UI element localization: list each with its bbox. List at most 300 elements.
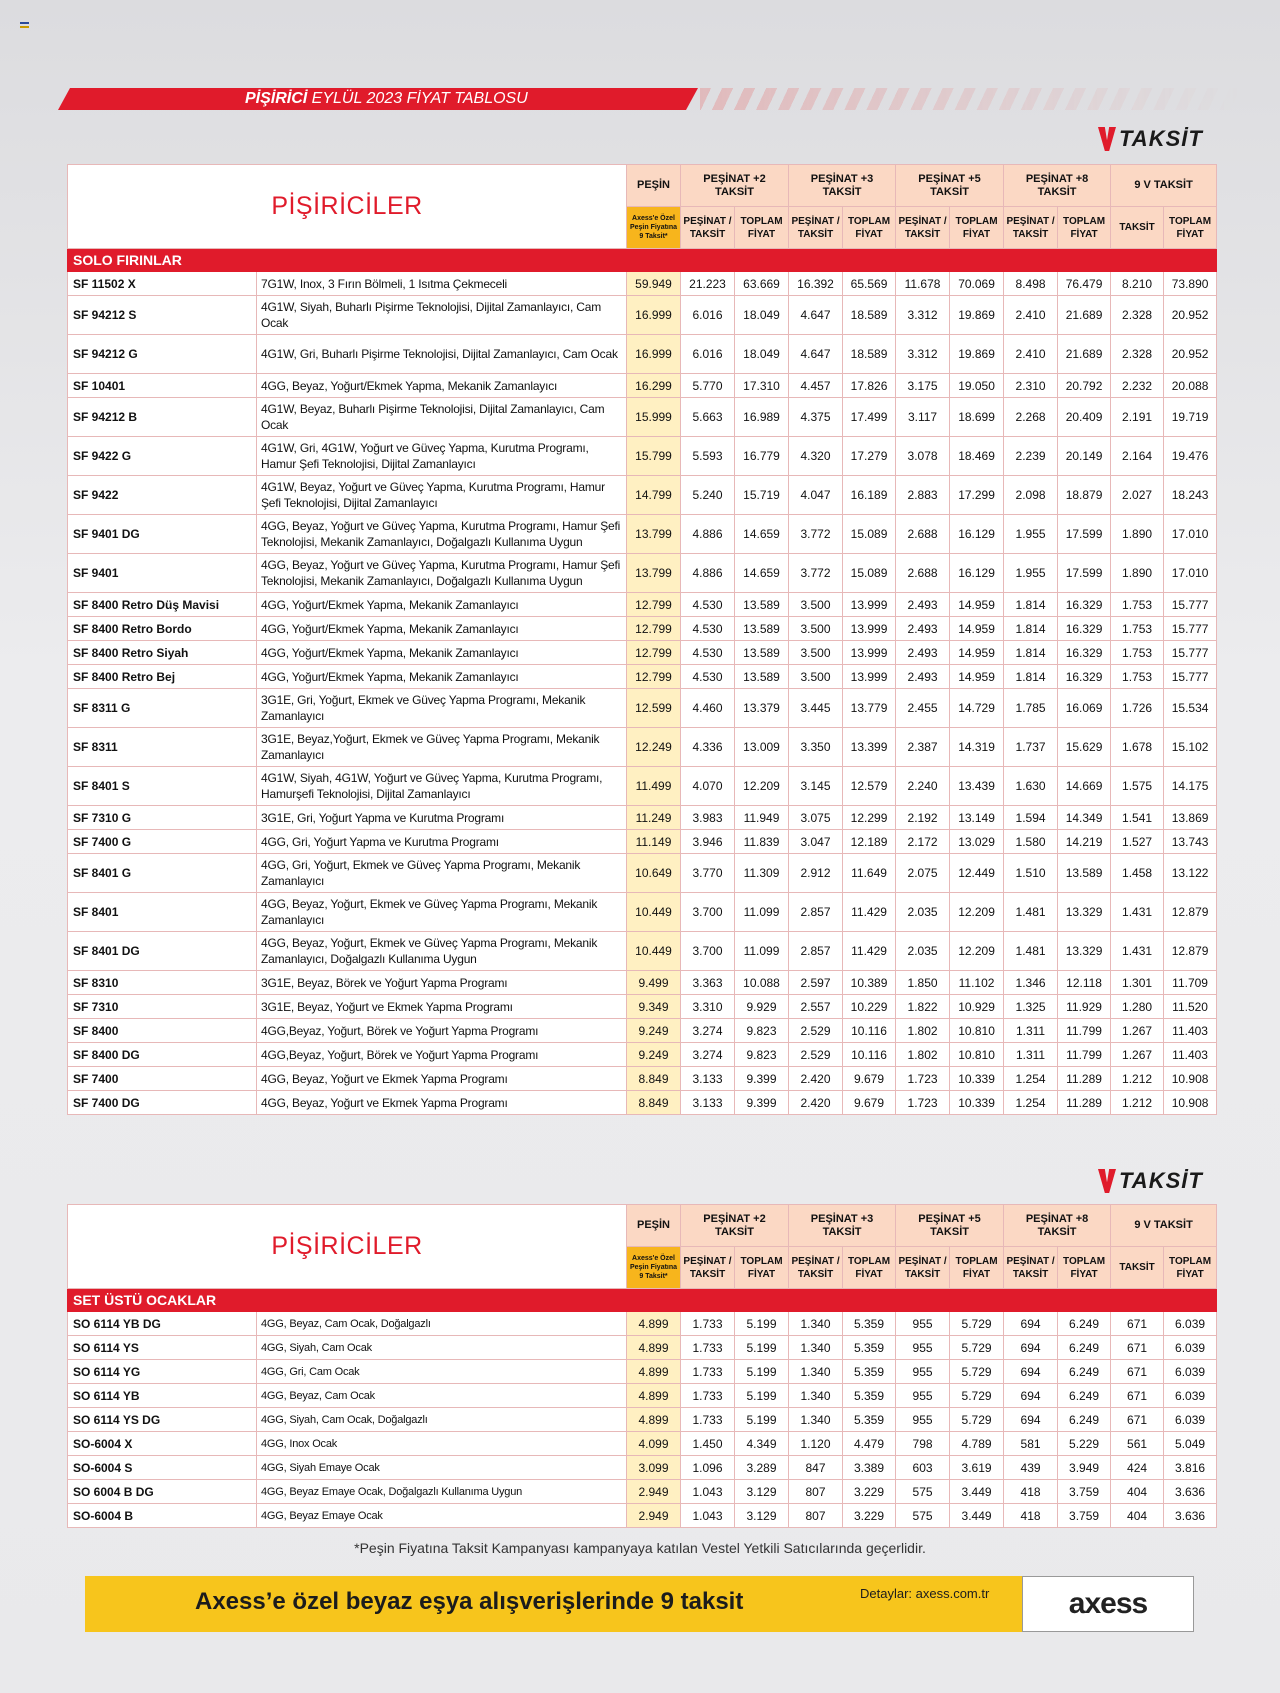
- price-value: 11.520: [1164, 995, 1217, 1019]
- price-value: 3.389: [843, 1456, 896, 1480]
- price-value: 2.455: [896, 689, 950, 728]
- price-value: 5.729: [950, 1312, 1004, 1336]
- price-value: 10.389: [843, 971, 896, 995]
- price-value: 9.399: [735, 1067, 789, 1091]
- price-pesin: 11.499: [627, 767, 681, 806]
- header-pesin: PEŞİN: [627, 165, 681, 207]
- product-description: 4GG, Beyaz, Cam Ocak: [257, 1384, 627, 1408]
- header-pesinat-taksit: PEŞİNAT / TAKSİT: [681, 207, 735, 249]
- price-value: 18.469: [950, 437, 1004, 476]
- price-value: 2.240: [896, 767, 950, 806]
- price-value: 12.299: [843, 806, 896, 830]
- price-value: 1.575: [1111, 767, 1164, 806]
- model-name: SF 9422 G: [68, 437, 257, 476]
- table-row: [68, 617, 1217, 641]
- price-value: 1.723: [896, 1091, 950, 1115]
- price-value: 1.267: [1111, 1043, 1164, 1067]
- price-value: 13.329: [1058, 932, 1111, 971]
- header-group: PEŞİNAT +2 TAKSİT: [681, 1205, 789, 1247]
- price-value: 5.199: [735, 1360, 789, 1384]
- header-toplam-fiyat: TOPLAM FİYAT: [950, 1247, 1004, 1289]
- set-ustu-ocaklar-table: [67, 1204, 1217, 1528]
- price-value: 2.493: [896, 593, 950, 617]
- price-value: 424: [1111, 1456, 1164, 1480]
- price-value: 3.075: [789, 806, 843, 830]
- table-row: [68, 1456, 1217, 1480]
- header-pesinat-taksit: PEŞİNAT / TAKSİT: [896, 207, 950, 249]
- price-value: 561: [1111, 1432, 1164, 1456]
- price-value: 76.479: [1058, 272, 1111, 296]
- v-logo-icon: [1098, 127, 1116, 151]
- price-value: 3.117: [896, 398, 950, 437]
- price-value: 19.869: [950, 296, 1004, 335]
- price-value: 2.410: [1004, 296, 1058, 335]
- header-toplam-fiyat: TOPLAM FİYAT: [950, 207, 1004, 249]
- model-name: SO-6004 S: [68, 1456, 257, 1480]
- price-pesin: 12.799: [627, 593, 681, 617]
- price-value: 10.088: [735, 971, 789, 995]
- price-value: 694: [1004, 1384, 1058, 1408]
- price-value: 13.589: [735, 641, 789, 665]
- price-value: 5.729: [950, 1384, 1004, 1408]
- price-value: 10.339: [950, 1091, 1004, 1115]
- price-value: 12.879: [1164, 932, 1217, 971]
- price-value: 575: [896, 1504, 950, 1528]
- price-value: 5.729: [950, 1408, 1004, 1432]
- price-pesin: 4.899: [627, 1408, 681, 1432]
- price-value: 418: [1004, 1504, 1058, 1528]
- model-name: SF 8400 Retro Bordo: [68, 617, 257, 641]
- price-value: 6.039: [1164, 1384, 1217, 1408]
- price-value: 1.822: [896, 995, 950, 1019]
- table-row: [68, 1360, 1217, 1384]
- price-value: 65.569: [843, 272, 896, 296]
- product-description: 4GG, Siyah Emaye Ocak: [257, 1456, 627, 1480]
- price-value: 73.890: [1164, 272, 1217, 296]
- price-pesin: 10.649: [627, 854, 681, 893]
- price-value: 2.310: [1004, 374, 1058, 398]
- product-description: 4GG,Beyaz, Yoğurt, Börek ve Yoğurt Yapma Programı: [257, 1019, 627, 1043]
- price-pesin: 16.299: [627, 374, 681, 398]
- price-value: 16.329: [1058, 641, 1111, 665]
- price-value: 4.479: [843, 1432, 896, 1456]
- price-value: 404: [1111, 1504, 1164, 1528]
- price-value: 14.959: [950, 665, 1004, 689]
- price-value: 694: [1004, 1360, 1058, 1384]
- table-row: [68, 515, 1217, 554]
- price-value: 5.359: [843, 1408, 896, 1432]
- price-value: 11.289: [1058, 1067, 1111, 1091]
- model-name: SF 8400 DG: [68, 1043, 257, 1067]
- price-pesin: 2.949: [627, 1480, 681, 1504]
- price-value: 18.049: [735, 335, 789, 374]
- price-pesin: 15.999: [627, 398, 681, 437]
- product-description: 4G1W, Beyaz, Yoğurt ve Güveç Yapma, Kurutma Programı, Hamur Şefi Teknolojisi, Dijital Zamanlayıcı: [257, 476, 627, 515]
- section-header-row: [68, 249, 1217, 272]
- price-value: 6.249: [1058, 1312, 1111, 1336]
- price-value: 1.120: [789, 1432, 843, 1456]
- price-value: 5.359: [843, 1312, 896, 1336]
- price-value: 14.669: [1058, 767, 1111, 806]
- price-value: 4.047: [789, 476, 843, 515]
- table-row: [68, 1019, 1217, 1043]
- price-value: 10.908: [1164, 1091, 1217, 1115]
- price-value: 1.580: [1004, 830, 1058, 854]
- price-value: 2.912: [789, 854, 843, 893]
- price-value: 1.311: [1004, 1043, 1058, 1067]
- header-group: PEŞİNAT +5 TAKSİT: [896, 1205, 1004, 1247]
- price-value: 10.116: [843, 1043, 896, 1067]
- axess-logo-box: [1022, 1576, 1194, 1632]
- price-value: 17.279: [843, 437, 896, 476]
- price-value: 9.679: [843, 1091, 896, 1115]
- header-group: PEŞİNAT +2 TAKSİT: [681, 165, 789, 207]
- product-description: 4GG, Siyah, Cam Ocak: [257, 1336, 627, 1360]
- product-description: 4GG, Yoğurt/Ekmek Yapma, Mekanik Zamanlayıcı: [257, 617, 627, 641]
- axess-logo: axess: [1068, 1587, 1148, 1620]
- model-name: SF 8401 G: [68, 854, 257, 893]
- product-description: 4G1W, Siyah, Buharlı Pişirme Teknolojisi, Dijital Zamanlayıcı, Cam Ocak: [257, 296, 627, 335]
- price-value: 11.429: [843, 893, 896, 932]
- price-value: 19.719: [1164, 398, 1217, 437]
- price-value: 3.229: [843, 1480, 896, 1504]
- price-value: 11.839: [735, 830, 789, 854]
- price-value: 4.647: [789, 296, 843, 335]
- price-pesin: 10.449: [627, 893, 681, 932]
- price-value: 1.541: [1111, 806, 1164, 830]
- price-value: 10.908: [1164, 1067, 1217, 1091]
- price-value: 15.102: [1164, 728, 1217, 767]
- price-value: 12.579: [843, 767, 896, 806]
- price-value: 5.729: [950, 1336, 1004, 1360]
- price-value: 19.869: [950, 335, 1004, 374]
- axess-detail-link[interactable]: Detaylar: axess.com.tr: [860, 1586, 990, 1601]
- price-value: 3.500: [789, 641, 843, 665]
- price-value: 6.039: [1164, 1312, 1217, 1336]
- price-value: 13.589: [735, 665, 789, 689]
- price-value: 3.274: [681, 1043, 735, 1067]
- table-row: [68, 296, 1217, 335]
- price-value: 5.359: [843, 1336, 896, 1360]
- price-value: 1.955: [1004, 554, 1058, 593]
- price-value: 3.636: [1164, 1480, 1217, 1504]
- product-description: 4GG, Yoğurt/Ekmek Yapma, Mekanik Zamanlayıcı: [257, 665, 627, 689]
- price-value: 1.431: [1111, 893, 1164, 932]
- price-value: 955: [896, 1360, 950, 1384]
- price-value: 6.249: [1058, 1384, 1111, 1408]
- price-value: 1.254: [1004, 1091, 1058, 1115]
- price-value: 9.929: [735, 995, 789, 1019]
- model-name: SF 11502 X: [68, 272, 257, 296]
- table-row: [68, 893, 1217, 932]
- price-value: 1.311: [1004, 1019, 1058, 1043]
- table-row: [68, 272, 1217, 296]
- price-value: 15.777: [1164, 641, 1217, 665]
- product-description: 3G1E, Beyaz,Yoğurt, Ekmek ve Güveç Yapma Programı, Mekanik Zamanlayıcı: [257, 728, 627, 767]
- product-description: 4GG, Beyaz, Cam Ocak, Doğalgazlı: [257, 1312, 627, 1336]
- price-pesin: 9.249: [627, 1043, 681, 1067]
- price-value: 18.049: [735, 296, 789, 335]
- price-value: 671: [1111, 1312, 1164, 1336]
- price-value: 3.129: [735, 1480, 789, 1504]
- price-value: 13.999: [843, 593, 896, 617]
- product-description: 4GG, Beyaz Emaye Ocak, Doğalgazlı Kullanıma Uygun: [257, 1480, 627, 1504]
- price-value: 3.445: [789, 689, 843, 728]
- price-value: 671: [1111, 1408, 1164, 1432]
- price-value: 1.301: [1111, 971, 1164, 995]
- header-pesin-note: Axess'e Özel Peşin Fiyatına 9 Taksit*: [627, 1247, 681, 1289]
- price-value: 13.869: [1164, 806, 1217, 830]
- price-pesin: 3.099: [627, 1456, 681, 1480]
- table-row: [68, 854, 1217, 893]
- price-pesin: 12.599: [627, 689, 681, 728]
- price-value: 1.726: [1111, 689, 1164, 728]
- header-pesin-note: Axess'e Özel Peşin Fiyatına 9 Taksit*: [627, 207, 681, 249]
- price-value: 18.589: [843, 296, 896, 335]
- price-value: 12.209: [735, 767, 789, 806]
- product-description: 4GG, Beyaz, Yoğurt ve Ekmek Yapma Programı: [257, 1091, 627, 1115]
- price-value: 11.678: [896, 272, 950, 296]
- table-row: [68, 554, 1217, 593]
- banner-title: [245, 88, 528, 110]
- price-value: 10.339: [950, 1067, 1004, 1091]
- header-pesinat-taksit: PEŞİNAT / TAKSİT: [789, 1247, 843, 1289]
- price-value: 11.309: [735, 854, 789, 893]
- price-value: 21.689: [1058, 335, 1111, 374]
- product-description: 4GG, Beyaz, Yoğurt, Ekmek ve Güveç Yapma Programı, Mekanik Zamanlayıcı, Doğalgazlı Kullanıma Uygun: [257, 932, 627, 971]
- price-value: 11.799: [1058, 1019, 1111, 1043]
- price-value: 16.779: [735, 437, 789, 476]
- model-name: SF 8401 DG: [68, 932, 257, 971]
- product-description: 4G1W, Beyaz, Buharlı Pişirme Teknolojisi, Dijital Zamanlayıcı, Cam Ocak: [257, 398, 627, 437]
- v-taksit-logo-1: [1098, 126, 1203, 152]
- price-value: 12.879: [1164, 893, 1217, 932]
- product-description: 4GG, Yoğurt/Ekmek Yapma, Mekanik Zamanlayıcı: [257, 593, 627, 617]
- price-value: 8.210: [1111, 272, 1164, 296]
- price-value: 3.449: [950, 1480, 1004, 1504]
- price-value: 1.802: [896, 1043, 950, 1067]
- banner-title-rest: EYLÜL 2023 FİYAT TABLOSU: [307, 90, 528, 107]
- price-value: 13.399: [843, 728, 896, 767]
- price-value: 11.649: [843, 854, 896, 893]
- price-value: 17.826: [843, 374, 896, 398]
- price-value: 14.175: [1164, 767, 1217, 806]
- header-pesinat-taksit: PEŞİNAT / TAKSİT: [789, 207, 843, 249]
- price-pesin: 4.899: [627, 1336, 681, 1360]
- price-value: 21.689: [1058, 296, 1111, 335]
- price-value: 1.678: [1111, 728, 1164, 767]
- price-pesin: 16.999: [627, 335, 681, 374]
- price-value: 1.814: [1004, 641, 1058, 665]
- price-value: 2.529: [789, 1043, 843, 1067]
- solo-firinlar-table: [67, 164, 1217, 1115]
- price-pesin: 8.849: [627, 1091, 681, 1115]
- price-value: 1.814: [1004, 665, 1058, 689]
- price-value: 4.886: [681, 554, 735, 593]
- footnote: *Peşin Fiyatına Taksit Kampanyası kampanyaya katılan Vestel Yetkili Satıcılarında geçerlidir.: [354, 1540, 926, 1556]
- price-pesin: 14.799: [627, 476, 681, 515]
- price-pesin: 9.349: [627, 995, 681, 1019]
- price-value: 15.777: [1164, 617, 1217, 641]
- table-row: [68, 1067, 1217, 1091]
- price-value: 2.493: [896, 617, 950, 641]
- price-value: 2.597: [789, 971, 843, 995]
- price-value: 13.999: [843, 665, 896, 689]
- price-pesin: 11.249: [627, 806, 681, 830]
- model-name: SF 9422: [68, 476, 257, 515]
- price-value: 17.499: [843, 398, 896, 437]
- price-value: 20.149: [1058, 437, 1111, 476]
- price-value: 3.770: [681, 854, 735, 893]
- price-value: 1.340: [789, 1384, 843, 1408]
- price-value: 3.363: [681, 971, 735, 995]
- price-value: 2.239: [1004, 437, 1058, 476]
- price-value: 3.772: [789, 515, 843, 554]
- price-value: 3.759: [1058, 1504, 1111, 1528]
- price-value: 694: [1004, 1336, 1058, 1360]
- model-name: SF 8310: [68, 971, 257, 995]
- model-name: SF 8401: [68, 893, 257, 932]
- header-group: PEŞİNAT +5 TAKSİT: [896, 165, 1004, 207]
- price-value: 2.192: [896, 806, 950, 830]
- price-value: 20.409: [1058, 398, 1111, 437]
- product-description: 4GG, Siyah, Cam Ocak, Doğalgazlı: [257, 1408, 627, 1432]
- price-pesin: 9.249: [627, 1019, 681, 1043]
- price-value: 2.268: [1004, 398, 1058, 437]
- price-value: 2.098: [1004, 476, 1058, 515]
- price-value: 18.243: [1164, 476, 1217, 515]
- price-pesin: 4.899: [627, 1384, 681, 1408]
- price-value: 12.189: [843, 830, 896, 854]
- price-value: 2.410: [1004, 335, 1058, 374]
- product-description: 4GG, Gri, Cam Ocak: [257, 1360, 627, 1384]
- price-value: 3.312: [896, 335, 950, 374]
- price-value: 1.280: [1111, 995, 1164, 1019]
- product-description: 4GG, Beyaz, Yoğurt/Ekmek Yapma, Mekanik Zamanlayıcı: [257, 374, 627, 398]
- model-name: SO 6114 YG: [68, 1360, 257, 1384]
- price-value: 13.379: [735, 689, 789, 728]
- product-description: 3G1E, Beyaz, Börek ve Yoğurt Yapma Programı: [257, 971, 627, 995]
- product-description: 4GG, Beyaz, Yoğurt ve Güveç Yapma, Kurutma Programı, Hamur Şefi Teknolojisi, Mekanik Zamanlayıcı, Doğalgazlı Kullanıma Uygun: [257, 554, 627, 593]
- price-value: 1.458: [1111, 854, 1164, 893]
- price-value: 671: [1111, 1336, 1164, 1360]
- v-taksit-word: TAKSİT: [1119, 1168, 1203, 1193]
- price-value: 3.289: [735, 1456, 789, 1480]
- price-value: 3.129: [735, 1504, 789, 1528]
- price-value: 17.310: [735, 374, 789, 398]
- price-value: 807: [789, 1480, 843, 1504]
- table-row: [68, 1432, 1217, 1456]
- price-value: 17.599: [1058, 554, 1111, 593]
- price-value: 10.116: [843, 1019, 896, 1043]
- price-value: 3.759: [1058, 1480, 1111, 1504]
- price-value: 2.420: [789, 1091, 843, 1115]
- price-value: 16.329: [1058, 617, 1111, 641]
- price-value: 11.403: [1164, 1019, 1217, 1043]
- price-value: 8.498: [1004, 272, 1058, 296]
- price-value: 4.886: [681, 515, 735, 554]
- table-row: [68, 1480, 1217, 1504]
- price-pesin: 59.949: [627, 272, 681, 296]
- model-name: SF 94212 G: [68, 335, 257, 374]
- price-value: 1.733: [681, 1384, 735, 1408]
- table-row: [68, 593, 1217, 617]
- price-value: 4.530: [681, 593, 735, 617]
- table-title: PİŞİRİCİLER: [68, 165, 627, 249]
- price-value: 581: [1004, 1432, 1058, 1456]
- price-value: 1.212: [1111, 1067, 1164, 1091]
- price-pesin: 8.849: [627, 1067, 681, 1091]
- price-value: 1.043: [681, 1504, 735, 1528]
- price-value: 1.340: [789, 1360, 843, 1384]
- price-value: 9.399: [735, 1091, 789, 1115]
- price-value: 14.729: [950, 689, 1004, 728]
- price-value: 13.329: [1058, 893, 1111, 932]
- price-value: 6.039: [1164, 1336, 1217, 1360]
- price-value: 16.392: [789, 272, 843, 296]
- price-value: 3.175: [896, 374, 950, 398]
- price-value: 575: [896, 1480, 950, 1504]
- product-description: 4GG, Inox Ocak: [257, 1432, 627, 1456]
- price-value: 1.267: [1111, 1019, 1164, 1043]
- price-value: 2.493: [896, 665, 950, 689]
- price-value: 1.753: [1111, 617, 1164, 641]
- price-value: 16.069: [1058, 689, 1111, 728]
- price-value: 1.850: [896, 971, 950, 995]
- price-pesin: 15.799: [627, 437, 681, 476]
- price-value: 3.636: [1164, 1504, 1217, 1528]
- price-value: 3.500: [789, 665, 843, 689]
- header-toplam-fiyat: TOPLAM FİYAT: [843, 1247, 896, 1289]
- header-toplam-fiyat: TOPLAM FİYAT: [1058, 1247, 1111, 1289]
- price-value: 4.530: [681, 665, 735, 689]
- price-value: 5.049: [1164, 1432, 1217, 1456]
- price-value: 1.340: [789, 1408, 843, 1432]
- header-toplam-fiyat: TOPLAM FİYAT: [1058, 207, 1111, 249]
- price-value: 2.172: [896, 830, 950, 854]
- model-name: SF 8400: [68, 1019, 257, 1043]
- price-value: 12.118: [1058, 971, 1111, 995]
- price-value: 5.359: [843, 1360, 896, 1384]
- price-value: 11.289: [1058, 1091, 1111, 1115]
- price-value: 671: [1111, 1384, 1164, 1408]
- price-value: 1.890: [1111, 515, 1164, 554]
- banner-stripes: [700, 88, 1240, 110]
- price-value: 5.199: [735, 1384, 789, 1408]
- model-name: SF 8401 S: [68, 767, 257, 806]
- price-value: 1.481: [1004, 932, 1058, 971]
- price-value: 1.450: [681, 1432, 735, 1456]
- price-value: 3.700: [681, 893, 735, 932]
- price-value: 10.810: [950, 1019, 1004, 1043]
- price-value: 3.500: [789, 593, 843, 617]
- product-description: 7G1W, Inox, 3 Fırın Bölmeli, 1 Isıtma Çekmeceli: [257, 272, 627, 296]
- price-value: 4.530: [681, 641, 735, 665]
- price-value: 4.375: [789, 398, 843, 437]
- price-value: 2.557: [789, 995, 843, 1019]
- model-name: SF 94212 S: [68, 296, 257, 335]
- table-row: [68, 1504, 1217, 1528]
- price-value: 3.274: [681, 1019, 735, 1043]
- table-row: [68, 398, 1217, 437]
- price-value: 4.647: [789, 335, 843, 374]
- price-value: 5.229: [1058, 1432, 1111, 1456]
- price-pesin: 9.499: [627, 971, 681, 995]
- price-value: 20.792: [1058, 374, 1111, 398]
- price-value: 1.630: [1004, 767, 1058, 806]
- price-value: 14.959: [950, 617, 1004, 641]
- price-pesin: 4.099: [627, 1432, 681, 1456]
